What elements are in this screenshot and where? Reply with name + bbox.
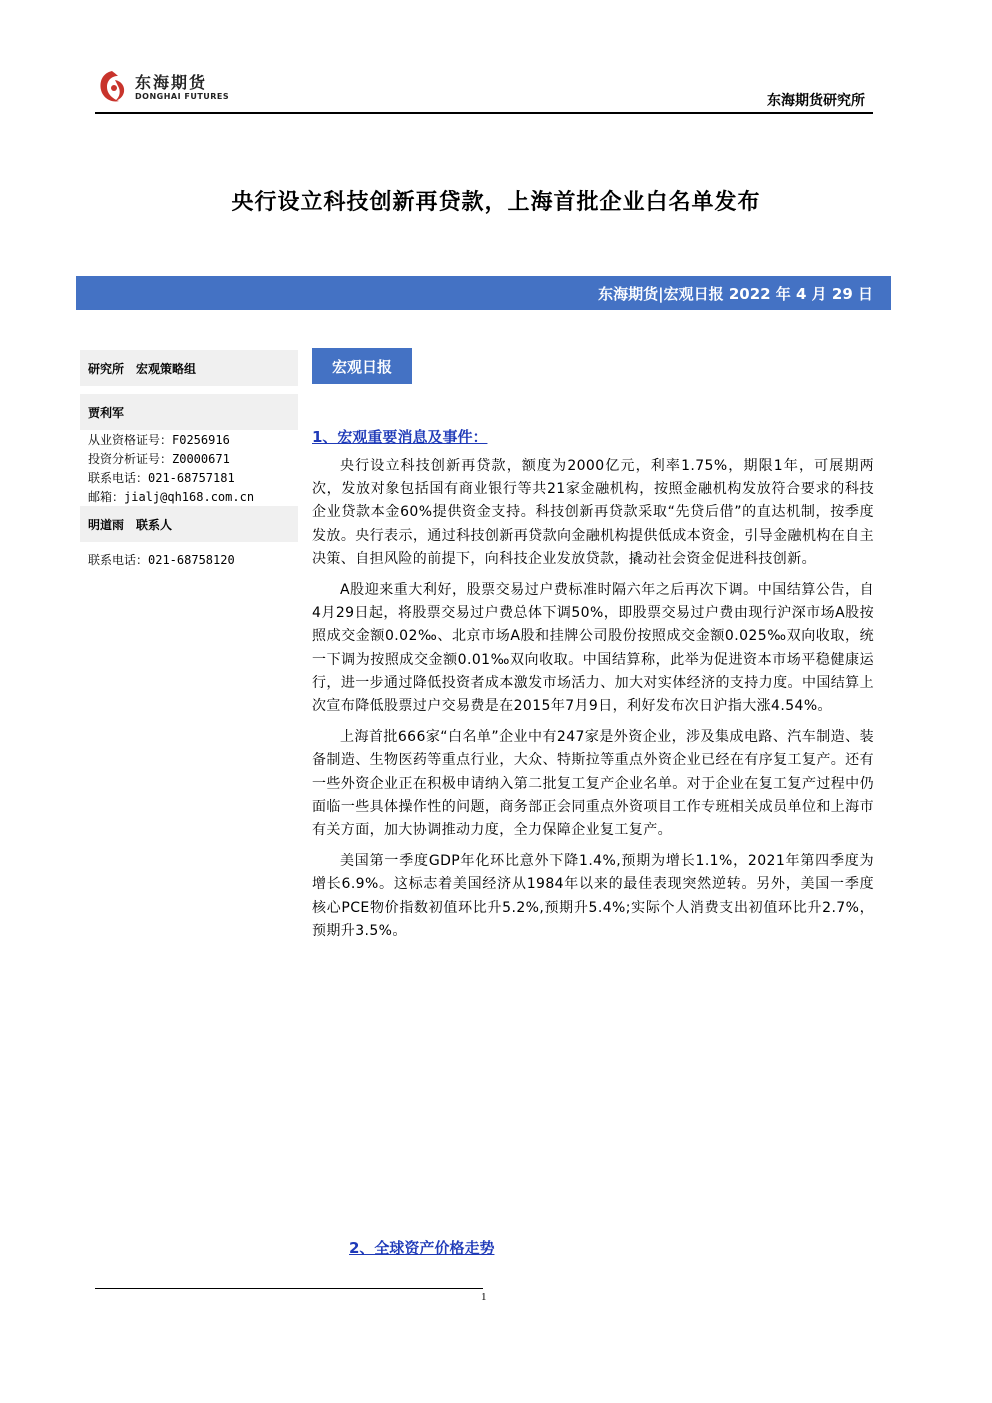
contact-phone: 联系电话：021-68758120 (88, 553, 235, 567)
report-banner (76, 276, 891, 310)
analyst-email[interactable]: 邮箱：jialj@qh168.com.cn (88, 490, 255, 504)
company-logo (95, 68, 229, 106)
report-title: 央行设立科技创新再贷款，上海首批企业白名单发布 (231, 190, 761, 215)
page-number: 1 (481, 1291, 487, 1303)
paragraph: A股迎来重大利好，股票交易过户费标准时隔六年之后再次下调。中国结算公告，自4月29日起，将股票交易过户费总体下调50%，即股票交易过户费由现行沪深市场A股按照成交金额0.02‰、北京市场A股和挂牌公司股份按照成交金额0.025‰双向收取，统一下调为按照成交金额0.01‰双向收取。中国结算称，此举为促进资本市场平稳健康运行，进一步通过降低投资者成本激发市场活力、加大对实体经济的支持力度。中国结算上次宣布降低股票过户交易费是在2015年7月9日，利好发布次日沪指大涨4.54%。 (312, 582, 874, 715)
contact-name: 明道雨 联系人 (80, 506, 298, 542)
page-header (95, 62, 873, 114)
analyst-license: 投资分析证号：Z0000671 (88, 452, 230, 466)
analyst-phone: 联系电话：021-68757181 (88, 471, 235, 485)
author-sidebar (80, 350, 298, 569)
header-divider (95, 112, 873, 114)
institute-name: 东海期货研究所 (767, 93, 865, 109)
logo-chinese: 东海期货 (135, 72, 208, 92)
footer-divider (95, 1288, 483, 1289)
paragraph: 美国第一季度GDP年化环比意外下降1.4%,预期为增长1.1%，2021年第四季度为增长6.9%。这标志着美国经济从1984年以来的最佳表现突然逆转。另外，美国一季度核心PCE物价指数初值环比升5.2%,预期升5.4%;实际个人消费支出初值环比升2.7%，预期升3.5%。 (312, 853, 874, 939)
team-label: 研究所 宏观策略组 (80, 350, 298, 386)
section-tag: 宏观日报 (312, 348, 412, 384)
banner-text: 东海期货|宏观日报 2022 年 4 月 29 日 (598, 284, 873, 303)
main-content (312, 455, 874, 951)
section1-heading[interactable]: 1、宏观重要消息及事件： (312, 428, 488, 446)
logo-mark-icon (95, 68, 129, 106)
paragraph: 上海首批666家“白名单”企业中有247家是外资企业，涉及集成电路、汽车制造、装备制造、生物医药等重点行业，大众、特斯拉等重点外资企业已经在有序复工复产。还有一些外资企业正在积极申请纳入第二批复工复产企业名单。对于企业在复工复产过程中仍面临一些具体操作性的问题，商务部正会同重点外资项目工作专班相关成员单位和上海市有关方面，加大协调推动力度，全力保障企业复工复产。 (312, 729, 874, 839)
logo-english: DONGHAI FUTURES (135, 91, 230, 101)
paragraph: 央行设立科技创新再贷款，额度为2000亿元，利率1.75%，期限1年，可展期两次，发放对象包括国有商业银行等共21家金融机构，按照金融机构发放符合要求的科技企业贷款本金60%提供资金支持。科技创新再贷款采取“先贷后借”的直达机制，按季度发放。央行表示，通过科技创新再贷款向金融机构提供低成本资金，引导金融机构在自主决策、自担风险的前提下，向科技企业发放贷款，撬动社会资金促进科技创新。 (312, 458, 874, 567)
analyst-name: 贾利军 (80, 394, 298, 430)
section2-heading[interactable]: 2、全球资产价格走势 (349, 1239, 495, 1257)
analyst-qualification: 从业资格证号：F0256916 (88, 433, 230, 447)
